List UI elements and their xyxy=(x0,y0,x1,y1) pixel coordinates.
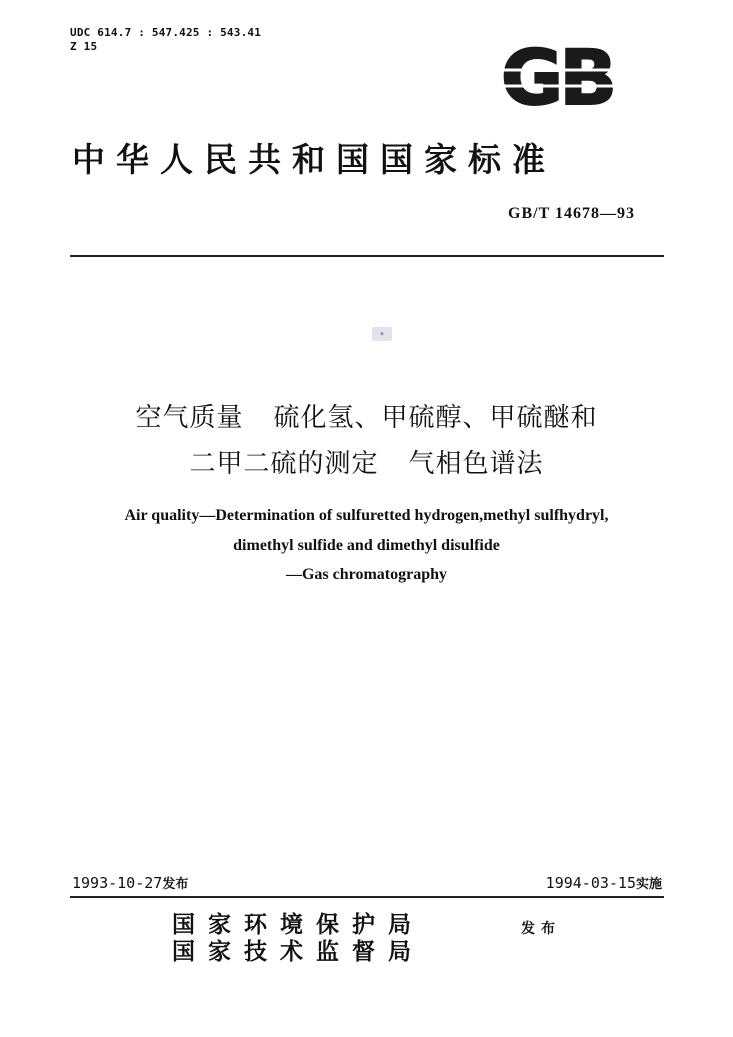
udc-code: UDC 614.7 : 547.425 : 543.41 xyxy=(70,26,262,39)
issue-date: 1993-10-27 xyxy=(72,874,163,892)
effective-date-block xyxy=(0,873,662,892)
gb-logo-text: GB xyxy=(500,40,614,114)
effective-label: 实施 xyxy=(635,877,662,892)
chinese-title-line-2 xyxy=(0,443,733,480)
chinese-title-method: 气相色谱法 xyxy=(408,449,544,479)
bottom-divider xyxy=(70,896,664,898)
publish-label: 发布 xyxy=(521,921,561,937)
standard-number: GB/T 14678—93 xyxy=(508,205,635,222)
chinese-title-measure: 二甲二硫的测定 xyxy=(189,449,379,479)
chinese-title-subject: 空气质量 xyxy=(135,403,244,433)
issuer-environment: 国家环境保护局 xyxy=(172,911,424,938)
english-title-line-2: dimethyl sulfide and dimethyl disulfide xyxy=(233,537,500,554)
national-standard-title: 中华人民共和国国家标准 xyxy=(72,140,556,179)
issue-label: 发布 xyxy=(162,877,189,892)
chinese-title-compounds: 硫化氢、甲硫醇、甲硫醚和 xyxy=(273,403,598,433)
watermark-stamp: ◆ xyxy=(372,327,392,341)
udc-block xyxy=(70,26,261,54)
gb-logo xyxy=(492,40,622,114)
class-code: Z 15 xyxy=(70,40,98,53)
issuer-supervision: 国家技术监督局 xyxy=(172,938,424,965)
chinese-title-line-1 xyxy=(0,397,733,434)
english-title-line-3: —Gas chromatography xyxy=(285,566,448,583)
top-divider xyxy=(70,255,664,257)
english-title-line-1: Air quality—Determination of sulfuretted hydrogen,methyl sulfhydryl, xyxy=(124,507,609,524)
effective-date: 1994-03-15 xyxy=(545,874,636,892)
